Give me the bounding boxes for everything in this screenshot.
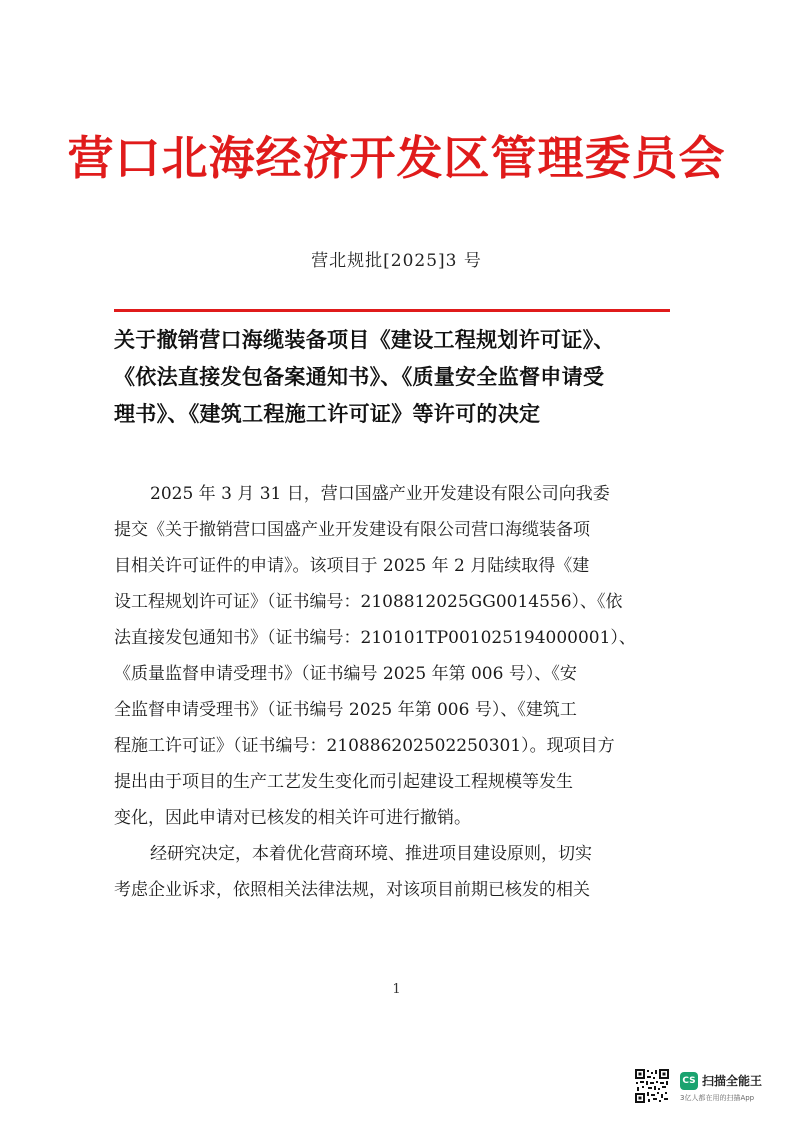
scanner-app-watermark xyxy=(634,1068,786,1108)
body-line: 提出由于项目的生产工艺发生变化而引起建设工程规模等发生 xyxy=(114,772,573,792)
title-line: 理书》、《建筑工程施工许可证》等许可的决定 xyxy=(114,402,541,426)
body-paragraph-2 xyxy=(114,836,679,908)
document-title xyxy=(114,322,679,433)
body-line: 法直接发包通知书》（证书编号：210101TP001025194000001）、 xyxy=(114,628,636,648)
document-body xyxy=(114,476,679,908)
body-line: 变化，因此申请对已核发的相关许可进行撤销。 xyxy=(114,808,471,828)
scanner-app-slogan: 3亿人都在用的扫描App xyxy=(680,1094,755,1102)
body-line: 全监督申请受理书》（证书编号 2025 年第 006 号）、《建筑工 xyxy=(114,700,577,720)
qr-code-icon xyxy=(634,1068,670,1104)
body-line: 2025 年 3 月 31 日，营口国盛产业开发建设有限公司向我委 xyxy=(150,484,610,504)
body-line: 提交《关于撤销营口国盛产业开发建设有限公司营口海缆装备项 xyxy=(114,520,590,540)
body-line: 《质量监督申请受理书》（证书编号 2025 年第 006 号）、《安 xyxy=(114,664,577,684)
body-line: 设工程规划许可证》（证书编号：2108812025GG0014556）、《依 xyxy=(114,592,623,612)
body-line: 经研究决定，本着优化营商环境、推进项目建设原则，切实 xyxy=(150,844,592,864)
body-line: 目相关许可证件的申请》。该项目于 2025 年 2 月陆续取得《建 xyxy=(114,556,590,576)
document-number: 营北规批[2025]3 号 xyxy=(311,251,482,271)
title-line: 《依法直接发包备案通知书》、《质量安全监督申请受 xyxy=(114,365,605,389)
body-line: 程施工许可证》（证书编号：210886202502250301）。现项目方 xyxy=(114,736,615,756)
red-separator-line xyxy=(114,309,670,312)
body-paragraph-1 xyxy=(114,476,679,836)
scanner-app-name: 扫描全能王 xyxy=(702,1074,763,1088)
cs-logo-badge: CS xyxy=(680,1072,698,1090)
page-number: 1 xyxy=(392,982,401,997)
issuing-organization-header: 营口北海经济开发区管理委员会 xyxy=(67,131,726,185)
body-line: 考虑企业诉求，依照相关法律法规，对该项目前期已核发的相关 xyxy=(114,880,590,900)
title-line: 关于撤销营口海缆装备项目《建设工程规划许可证》、 xyxy=(114,328,615,352)
